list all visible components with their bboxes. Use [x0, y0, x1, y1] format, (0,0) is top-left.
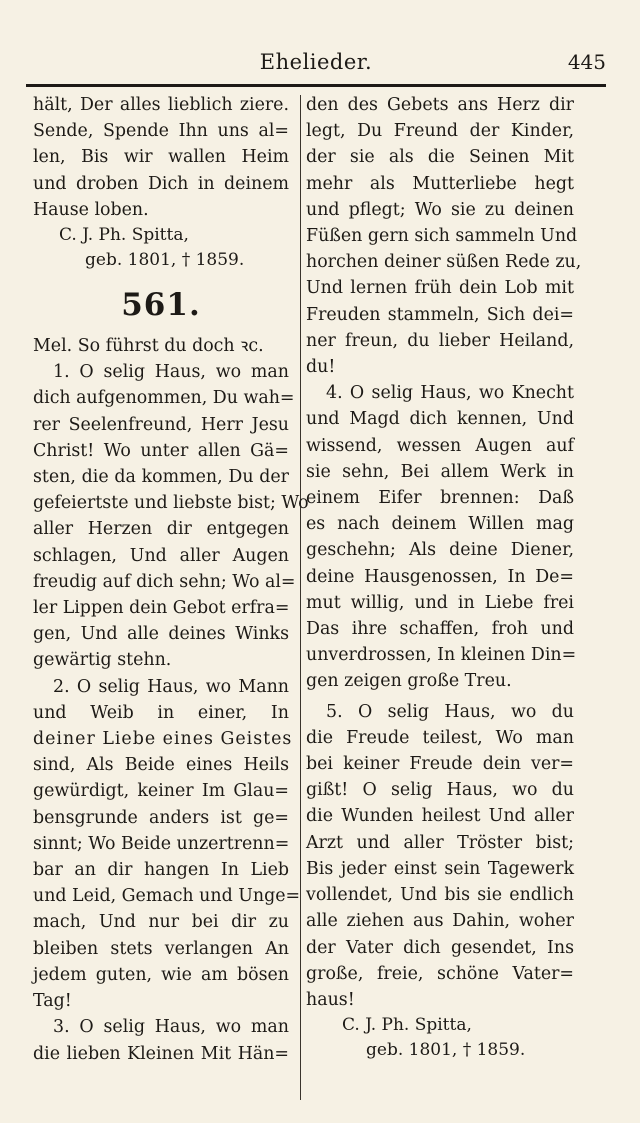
verse-line: Tag! — [33, 991, 72, 1012]
verse-line: Das ihre schaffen, froh und — [306, 619, 574, 640]
verse-line: gißt! O selig Haus, wo du — [306, 780, 574, 801]
verse-line: gefeiertste und liebste bist; Wo — [33, 493, 309, 514]
verse-line: und Weib in einer, In — [33, 702, 289, 723]
verse-line: gewürdigt, keiner Im Glau= — [33, 781, 289, 802]
verse-line: ner freun, du lieber Heiland, — [306, 330, 574, 351]
text-line: hält, Der alles lieblich ziere. — [33, 95, 289, 115]
verse-line: bleiben stets verlangen An — [33, 938, 289, 959]
verse-line: Christ! Wo unter allen Gä= — [33, 440, 289, 461]
verse-line: deiner Liebe eines Geistes — [33, 729, 293, 750]
text-line: len, Bis wir wallen Heim — [33, 147, 289, 168]
verse-line: 4. O selig Haus, wo Knecht — [326, 383, 574, 404]
verse-line: ler Lippen dein Gebot erfra= — [33, 598, 290, 619]
verse-line: gen, Und alle deines Winks — [33, 624, 289, 645]
verse-line: und pflegt; Wo sie zu deinen — [306, 199, 574, 220]
verse-line: haus! — [306, 989, 355, 1010]
right-column — [306, 92, 582, 1063]
verse-line: Füßen gern sich sammeln Und — [306, 226, 578, 247]
verse-line: wissend, wessen Augen auf — [306, 435, 574, 456]
text-line: Sende, Spende Ihn uns al= — [33, 121, 289, 142]
verse-line: dich aufgenommen, Du wah= — [33, 388, 295, 409]
verse-line: unverdrossen, In kleinen Din= — [306, 645, 577, 666]
verse-line: bar an dir hangen In Lieb — [33, 860, 289, 881]
verse-line: sten, die da kommen, Du der — [33, 467, 289, 488]
text-line: Hause loben. — [33, 199, 149, 220]
running-title: Ehelieder. — [259, 50, 373, 74]
verse-line: jedem guten, wie am bösen — [33, 964, 289, 985]
hymn-number: 561. — [121, 287, 201, 324]
verse-line: schlagen, Und aller Augen — [33, 545, 289, 566]
verse-line: mach, Und nur bei dir zu — [33, 912, 289, 933]
text-line: und droben Dich in deinem — [33, 173, 289, 194]
verse-line: Arzt und aller Tröster bist; — [306, 832, 574, 853]
author-attribution: C. J. Ph. Spitta, — [342, 1015, 472, 1036]
author-dates: geb. 1801, † 1859. — [85, 250, 245, 271]
verse-line: und Leid, Gemach und Unge= — [33, 886, 301, 907]
verse-line: mehr als Mutterliebe hegt — [306, 173, 574, 194]
verse-line: sind, Als Beide eines Heils — [33, 755, 289, 776]
verse-line: große, freie, schöne Vater= — [306, 963, 574, 984]
verse-line: der Vater dich gesendet, Ins — [306, 937, 574, 958]
verse-line: bei keiner Freude dein ver= — [306, 754, 574, 775]
verse-line: 3. O selig Haus, wo man — [53, 1017, 289, 1038]
verse-line: sie sehn, Bei allem Werk in — [306, 461, 574, 482]
verse-line: deine Hausgenossen, In De= — [306, 566, 574, 587]
verse-line: Bis jeder einst sein Tagewerk — [306, 858, 574, 879]
verse-line: die lieben Kleinen Mit Hän= — [33, 1043, 289, 1064]
verse-line: du! — [306, 357, 336, 378]
author-dates: geb. 1801, † 1859. — [366, 1040, 526, 1061]
verse-line: und Magd dich kennen, Und — [306, 409, 574, 430]
header-rule — [26, 84, 606, 87]
verse-line: horchen deiner süßen Rede zu, — [306, 252, 582, 273]
verse-line: aller Herzen dir entgegen — [33, 519, 289, 540]
verse-line: vollendet, Und bis sie endlich — [306, 885, 574, 906]
verse-line: die Freude teilest, Wo man — [306, 727, 574, 748]
verse-line: sinnt; Wo Beide unzertrenn= — [33, 833, 290, 854]
page-number: 445 — [567, 50, 606, 74]
verse-line: Und lernen früh dein Lob mit — [306, 278, 574, 299]
column-divider — [300, 95, 301, 1100]
verse-line: 2. O selig Haus, wo Mann — [53, 676, 289, 697]
melody-line: Mel. So führst du doch ꝛc. — [33, 336, 264, 357]
verse-line: es nach deinem Willen mag — [306, 514, 574, 535]
verse-line: freudig auf dich sehn; Wo al= — [33, 571, 296, 592]
left-column — [33, 92, 309, 1067]
verse-line: legt, Du Freund der Kinder, — [306, 121, 574, 142]
verse-line: die Wunden heilest Und aller — [306, 806, 574, 827]
verse-line: bensgrunde anders ist ge= — [33, 807, 289, 828]
verse-line: alle ziehen aus Dahin, woher — [306, 911, 574, 932]
verse-line: Freuden stammeln, Sich dei= — [306, 304, 574, 325]
verse-line: 5. O selig Haus, wo du — [326, 701, 574, 722]
author-attribution: C. J. Ph. Spitta, — [59, 225, 189, 246]
page-header — [26, 46, 606, 82]
verse-line: gewärtig stehn. — [33, 650, 172, 671]
verse-line: mut willig, und in Liebe frei — [306, 592, 574, 613]
verse-line: der sie als die Seinen Mit — [306, 147, 574, 168]
verse-line: 1. O selig Haus, wo man — [53, 362, 289, 383]
verse-line: gen zeigen große Treu. — [306, 671, 512, 692]
verse-line: den des Gebets ans Herz dir — [306, 95, 574, 115]
verse-line: rer Seelenfreund, Herr Jesu — [33, 414, 289, 435]
verse-line: geschehn; Als deine Diener, — [306, 540, 574, 561]
verse-line: einem Eifer brennen: Daß — [306, 488, 574, 509]
